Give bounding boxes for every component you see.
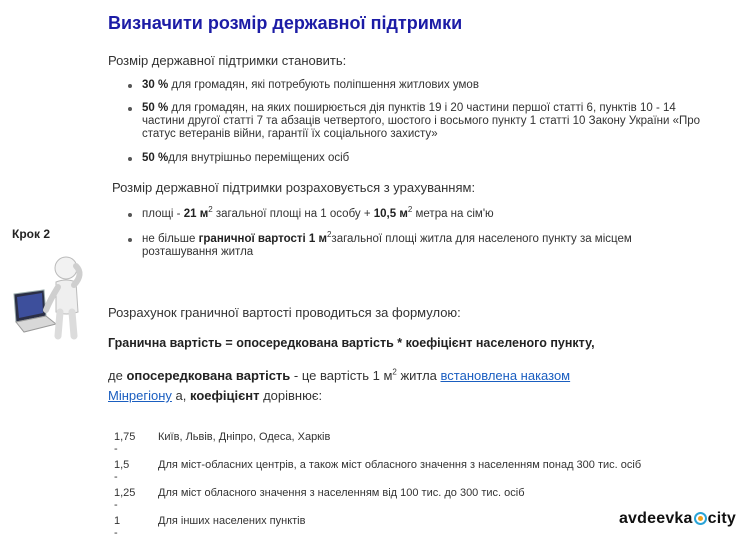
formula-intro: Розрахунок граничної вартості проводиться за формулою:	[108, 305, 461, 320]
ministry-order-link[interactable]: встановлена наказом	[440, 368, 571, 383]
list-item: 50 % для громадян, на яких поширюється дія пунктів 19 і 20 частини першої статті 6, пунктів 10 - 14 частини другої статті 7 та абзаців четвертого, шостого і восьмого пункту 1 статті 10 Закону України «Про статус ветеранів війни, гарантії їх соціального захисту»	[128, 102, 718, 141]
explanation: де опосередкована вартість - це вартість 1 $м^2$ житла встановлена наказом Мінрегіону а, коефіцієнт дорівнює:	[108, 367, 571, 403]
list-item: не більше граничної вартості 1 $м^2загальної$ площі житла для населеного пункту за місцем розташування житла	[128, 233, 688, 259]
step-label: Крок 2	[12, 227, 50, 241]
formula: Гранична вартість = опосередкована вартість * коефіцієнт населеного пункту,	[108, 336, 595, 350]
ministry-link[interactable]: Мінрегіону	[108, 388, 172, 403]
list-item: 30 % для громадян, які потребують поліпшення житлових умов	[128, 79, 718, 92]
person-with-laptop-illustration	[8, 252, 98, 342]
support-intro: Розмір державної підтримки становить:	[108, 53, 347, 68]
page-title: Визначити розмір державної підтримки	[108, 13, 463, 33]
list-item: 50 %для внутрішньо переміщених осіб	[128, 152, 718, 165]
brand-watermark: avdeevka city	[618, 510, 736, 527]
brand-dot-icon	[694, 512, 707, 525]
calc-intro: Розмір державної підтримки розраховується з урахуванням:	[112, 180, 476, 195]
calc-list	[128, 205, 688, 259]
support-list	[128, 79, 718, 165]
list-item: площі - 21 $м^2$ загальної площі на 1 особу + 10,5 $м^2$ метра на сім'ю	[128, 208, 688, 221]
